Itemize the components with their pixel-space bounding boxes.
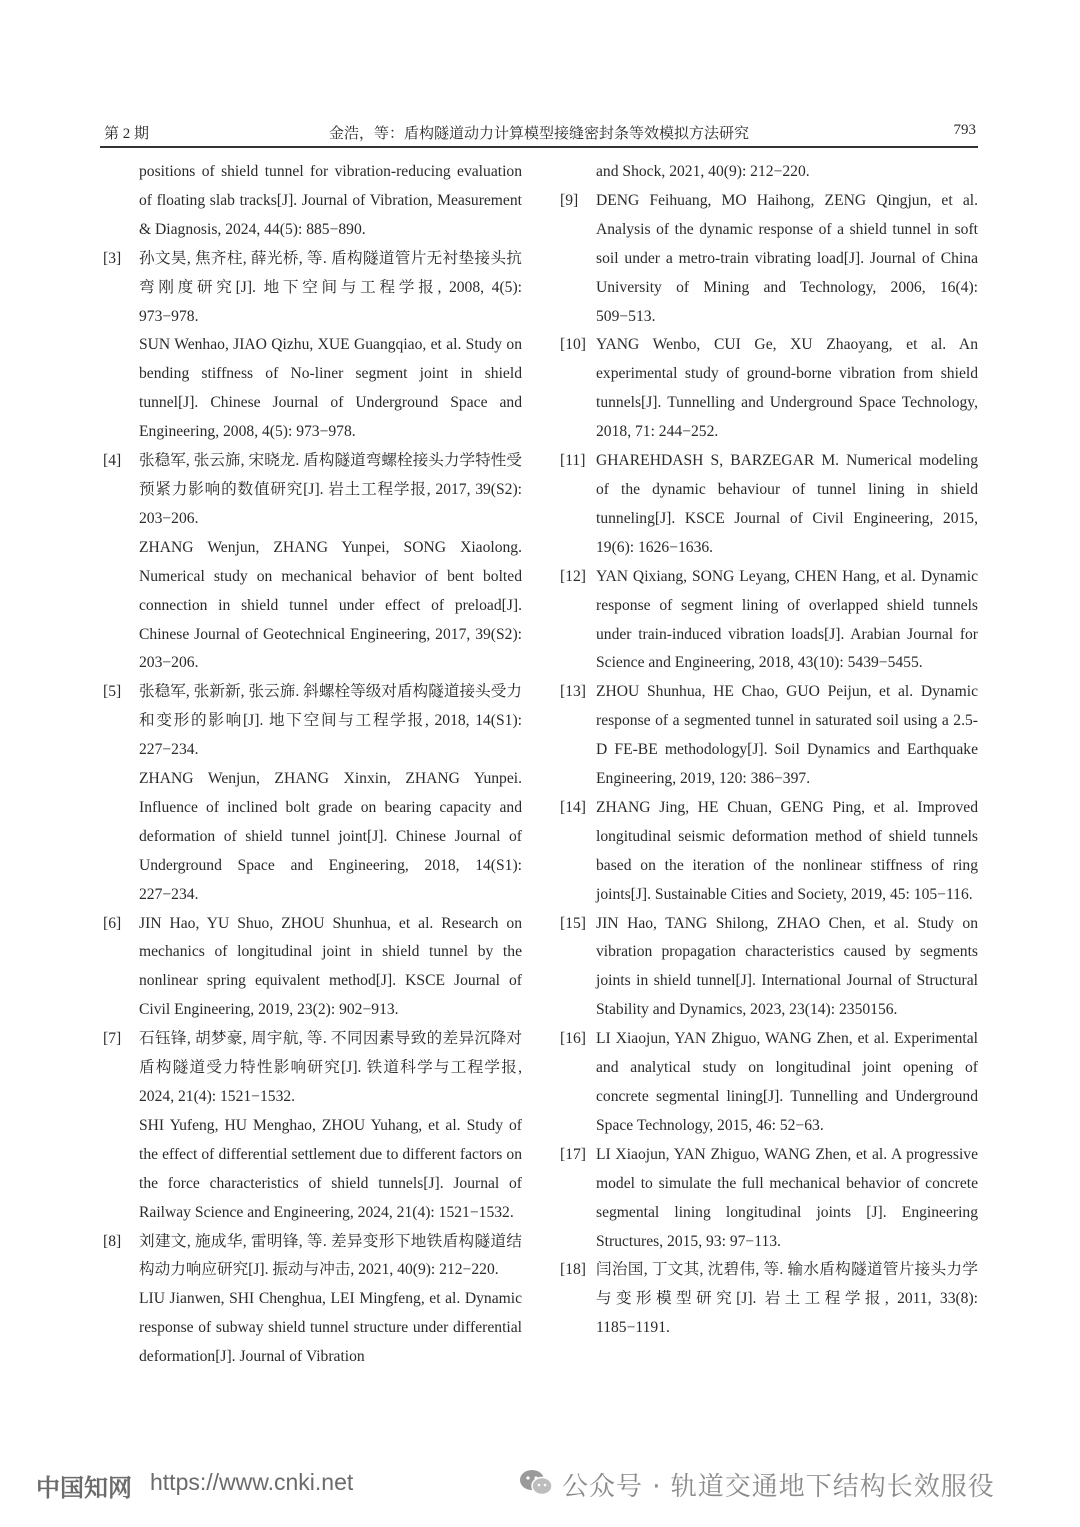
reference-text: LI Xiaojun, YAN Zhiguo, WANG Zhen, et al. Experimental and analytical study on longitudinal joint opening of concrete segmental lining[J]. Tunnelling and Underground Space Technology, 2015, 46: 52−63. <box>596 1030 978 1134</box>
reference-text: ZHANG Jing, HE Chuan, GENG Ping, et al. Improved longitudinal seismic deformation method of shield tunnels based on the iteration of the nonlinear stiffness of ring joints[J]. Sustainable Cities and Society, 2019, 45: 105−116. <box>596 798 978 903</box>
reference-number: [7] <box>103 1030 122 1048</box>
reference-text: YAN Qixiang, SONG Leyang, CHEN Hang, et al. Dynamic response of segment lining of overlapped shield tunnels under train-induced vibration loads[J]. Arabian Journal for Science and Engineering, 2018, 43(10): 5439−5455. <box>596 567 978 672</box>
reference-entry <box>100 245 522 447</box>
reference-number: [3] <box>103 249 122 267</box>
reference-entry <box>557 563 978 679</box>
cnki-url: https://www.cnki.net <box>150 1469 354 1495</box>
reference-number: [14] <box>560 798 586 816</box>
reference-entry <box>557 1256 978 1343</box>
reference-number: [10] <box>560 336 586 354</box>
reference-number: [4] <box>103 452 122 470</box>
reference-text: GHAREHDASH S, BARZEGAR M. Numerical modeling of the dynamic behaviour of tunnel lining in shield tunneling[J]. KSCE Journal of Civil Engineering, 2015, 19(6): 1626−1636. <box>596 452 978 556</box>
reference-column-left <box>100 158 522 1372</box>
reference-entry <box>100 158 522 245</box>
running-header <box>100 120 978 148</box>
reference-entry <box>557 794 978 910</box>
reference-number: [16] <box>560 1030 586 1048</box>
reference-text: ZHOU Shunhua, HE Chao, GUO Peijun, et al. Dynamic response of a segmented tunnel in saturated soil using a 2.5-D FE-BE methodology[J]. Soil Dynamics and Earthquake Engineering, 2019, 120: 386−397. <box>596 683 978 788</box>
wechat-icon <box>518 1468 554 1498</box>
reference-number: [13] <box>560 683 586 701</box>
reference-entry <box>100 447 522 678</box>
reference-number: [9] <box>560 191 579 209</box>
reference-entry <box>557 331 978 447</box>
reference-number: [17] <box>560 1145 586 1163</box>
reference-entry <box>557 910 978 1026</box>
reference-text: JIN Hao, TANG Shilong, ZHAO Chen, et al. Study on vibration propagation characteristics caused by segments joints in shield tunnel[J]. International Journal of Structural Stability and Dynamics, 2023, 23(14): 2350156. <box>596 914 978 1019</box>
reference-text: DENG Feihuang, MO Haihong, ZENG Qingjun, et al. Analysis of the dynamic response of a shield tunnel in soft soil under a metro-train vibrating load[J]. Journal of China University of Mining and Technology, 2006, 16(4): 509−513. <box>596 191 978 325</box>
reference-text: JIN Hao, YU Shuo, ZHOU Shunhua, et al. Research on mechanics of longitudinal joint in shield tunnel by the nonlinear spring equivalent method[J]. KSCE Journal of Civil Engineering, 2019, 23(2): 902−913. <box>139 914 522 1019</box>
reference-text: LIU Jianwen, SHI Chenghua, LEI Mingfeng, et al. Dynamic response of subway shield tunnel structure under differential deformation[J]. Journal of Vibration <box>139 1290 522 1366</box>
reference-number: [8] <box>103 1232 122 1250</box>
reference-text: YANG Wenbo, CUI Ge, XU Zhaoyang, et al. An experimental study of ground-borne vibration from shield tunnels[J]. Tunnelling and Underground Space Technology, 2018, 71: 244−252. <box>596 336 978 441</box>
reference-number: [5] <box>103 683 122 701</box>
reference-text: LI Xiaojun, YAN Zhiguo, WANG Zhen, et al. A progressive model to simulate the full mechanical behavior of concrete segmental lining longitudinal joints [J]. Engineering Structures, 2015, 93: 97−113. <box>596 1145 978 1250</box>
reference-entry <box>100 1228 522 1373</box>
reference-entry <box>557 1141 978 1257</box>
reference-text: SUN Wenhao, JIAO Qizhu, XUE Guangqiao, et al. Study on bending stiffness of No-liner segment joint in shield tunnel[J]. Chinese Journal of Underground Space and Engineering, 2008, 4(5): 973−978. <box>139 336 522 441</box>
footer-watermarks <box>0 1460 1080 1510</box>
reference-entry <box>557 187 978 332</box>
reference-entry <box>100 678 522 909</box>
reference-text: 张稳军, 张新新, 张云旆. 斜螺栓等级对盾构隧道接头受力和变形的影响[J]. 地下空间与工程学报, 2018, 14(S1): 227−234. <box>139 683 522 759</box>
reference-text: 孙文昊, 焦齐柱, 薛光桥, 等. 盾构隧道管片无衬垫接头抗弯刚度研究[J]. 地下空间与工程学报, 2008, 4(5): 973−978. <box>139 249 522 325</box>
running-title: 金浩，等：盾构隧道动力计算模型接缝密封条等效模拟方法研究 <box>328 126 749 142</box>
reference-entry <box>557 158 978 187</box>
reference-number: [15] <box>560 914 586 932</box>
reference-entry <box>100 910 522 1026</box>
reference-entry <box>557 447 978 563</box>
reference-text: 闫治国, 丁文其, 沈碧伟, 等. 输水盾构隧道管片接头力学与变形模型研究[J]. 岩土工程学报, 2011, 33(8): 1185−1191. <box>596 1261 978 1337</box>
reference-entry <box>557 678 978 794</box>
issue-label: 第 2 期 <box>104 126 150 142</box>
reference-number: [11] <box>560 452 586 470</box>
reference-text: 张稳军, 张云旆, 宋晓龙. 盾构隧道弯螺栓接头力学特性受预紧力影响的数值研究[J]. 岩土工程学报, 2017, 39(S2): 203−206. <box>139 452 522 527</box>
reference-text: ZHANG Wenjun, ZHANG Xinxin, ZHANG Yunpei. Influence of inclined bolt grade on bearing capacity and deformation of shield tunnel joint[J]. Chinese Journal of Underground Space and Engineering, 2018, 14(S1): 227−234. <box>139 770 522 903</box>
reference-entry <box>100 1025 522 1227</box>
reference-text: SHI Yufeng, HU Menghao, ZHOU Yuhang, et al. Study of the effect of differential settlement due to different factors on the force characteristics of shield tunnels[J]. Journal of Railway Science and Engineering, 2024, 21(4): 1521−1532. <box>139 1116 522 1221</box>
reference-text: 刘建文, 施成华, 雷明锋, 等. 差异变形下地铁盾构隧道结构动力响应研究[J]. 振动与冲击, 2021, 40(9): 212−220. <box>139 1232 522 1279</box>
reference-text: 石钰锋, 胡梦豪, 周宇航, 等. 不同因素导致的差异沉降对盾构隧道受力特性影响研究[J]. 铁道科学与工程学报, 2024, 21(4): 1521−1532. <box>139 1030 522 1105</box>
reference-text: ZHANG Wenjun, ZHANG Yunpei, SONG Xiaolong. Numerical study on mechanical behavior of bent bolted connection in shield tunnel under effect of preload[J]. Chinese Journal of Geotechnical Engineering, 2017, 39(S2): 203−206. <box>139 538 522 672</box>
reference-number: [18] <box>560 1261 586 1279</box>
reference-number: [12] <box>560 567 586 585</box>
reference-number: [6] <box>103 914 122 932</box>
wechat-watermark: 公众号 · 轨道交通地下结构长效服役 <box>562 1472 995 1502</box>
page-number: 793 <box>953 122 976 138</box>
reference-column-right <box>557 158 978 1343</box>
reference-entry <box>557 1025 978 1141</box>
cnki-logo: 中国知网 <box>36 1474 132 1502</box>
reference-text: positions of shield tunnel for vibration-reducing evaluation of floating slab tracks[J]. Journal of Vibration, Measurement & Diagnosis, 2024, 44(5): 885−890. <box>139 163 522 238</box>
reference-text: and Shock, 2021, 40(9): 212−220. <box>596 163 810 180</box>
